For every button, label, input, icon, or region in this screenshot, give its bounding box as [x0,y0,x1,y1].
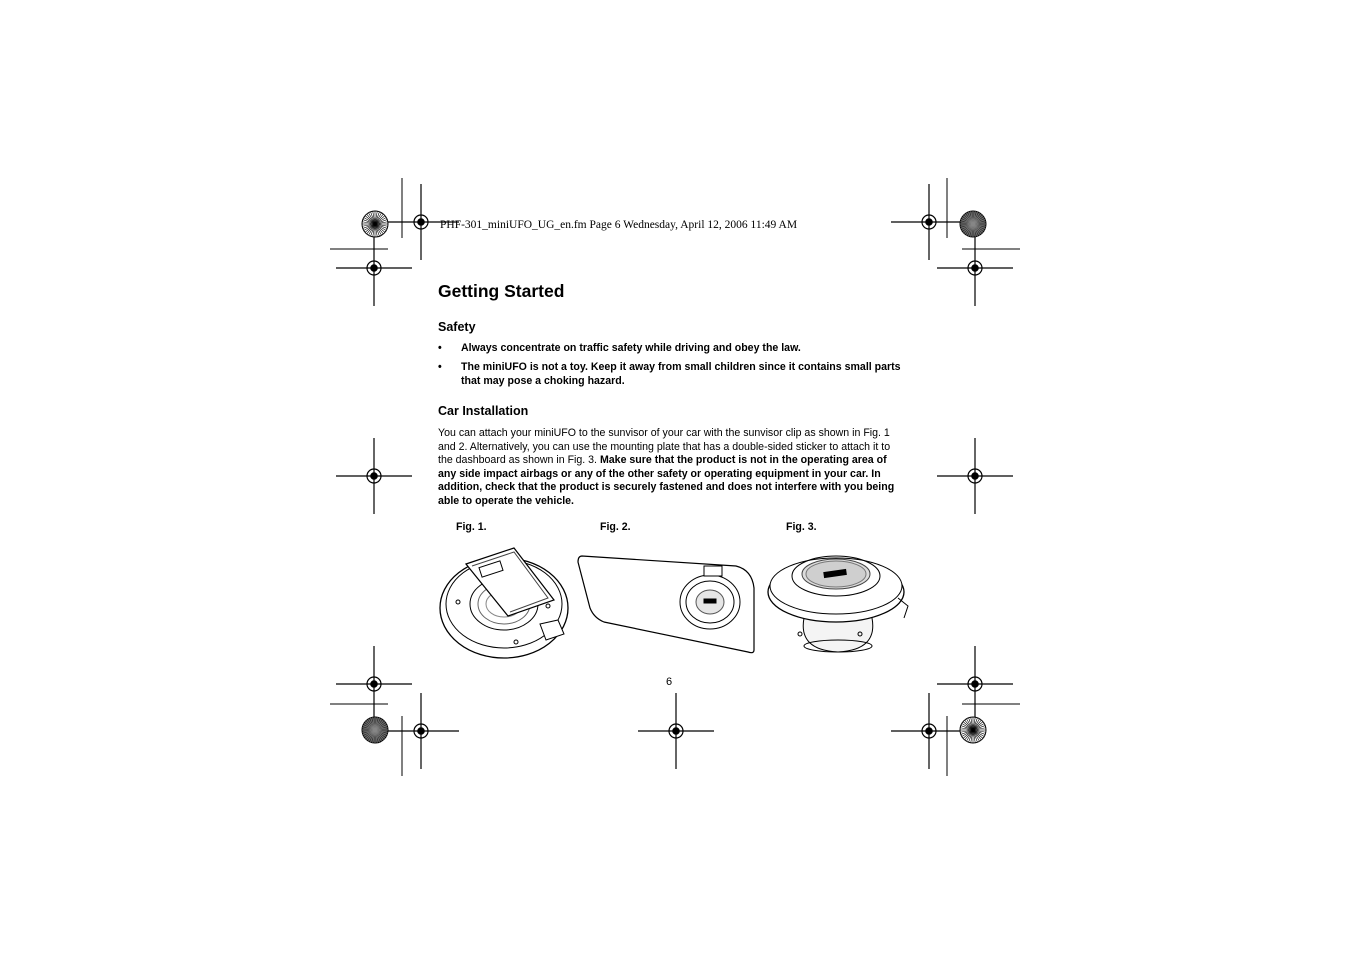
fig-3-mounting-plate-illustration [764,546,914,656]
car-installation-paragraph [438,427,904,509]
page-title: Getting Started [438,281,565,301]
registration-target-icon [336,438,412,514]
fig-3-label: Fig. 3. [786,521,817,533]
fig-2-label: Fig. 2. [600,521,631,533]
registration-target-icon [891,693,967,769]
bullet-text: Always concentrate on traffic safety while driving and obey the law. [461,342,801,354]
registration-target-icon [336,230,412,306]
bullet-icon: • [438,342,442,354]
registration-target-icon [937,646,1013,722]
paragraph-warning-text: Make sure that the product is not in the operating area of any side impact airbags or any of the other safety or operating equipment in your car. In addition, check that the product is securely fastened and does not interfere with you being able to operate the vehicle. [438,454,895,507]
paragraph-plain-text: You can attach your miniUFO to the sunvisor of your car with the sunvisor clip as shown in Fig. 1 and 2. Alternatively, you can use the mounting plate that has a double-sided sticker to attach it to the dashboard as shown in Fig. 3. [438,427,891,467]
starburst-mark-icon [362,211,388,237]
bullet-text: The miniUFO is not a toy. Keep it away from small children since it contains small parts that may pose a choking hazard. [461,361,901,387]
registration-target-icon [937,438,1013,514]
fig-1-label: Fig. 1. [456,521,487,533]
safety-heading: Safety [438,320,476,334]
registration-target-icon [937,230,1013,306]
starburst-mark-icon [960,211,986,237]
starburst-mark-icon [362,717,388,743]
file-header-line: PHF-301_miniUFO_UG_en.fm Page 6 Wednesday, April 12, 2006 11:49 AM [440,219,798,231]
car-installation-heading: Car Installation [438,404,529,418]
registration-target-icon [638,693,714,769]
page-number: 6 [666,676,673,688]
registration-target-icon [383,693,459,769]
fig-1-sunvisor-clip-illustration [436,542,572,664]
bullet-icon: • [438,361,442,373]
starburst-mark-icon [960,717,986,743]
fig-2-sunvisor-mounted-illustration [576,552,758,656]
registration-target-icon [336,646,412,722]
registration-target-icon [891,184,967,260]
